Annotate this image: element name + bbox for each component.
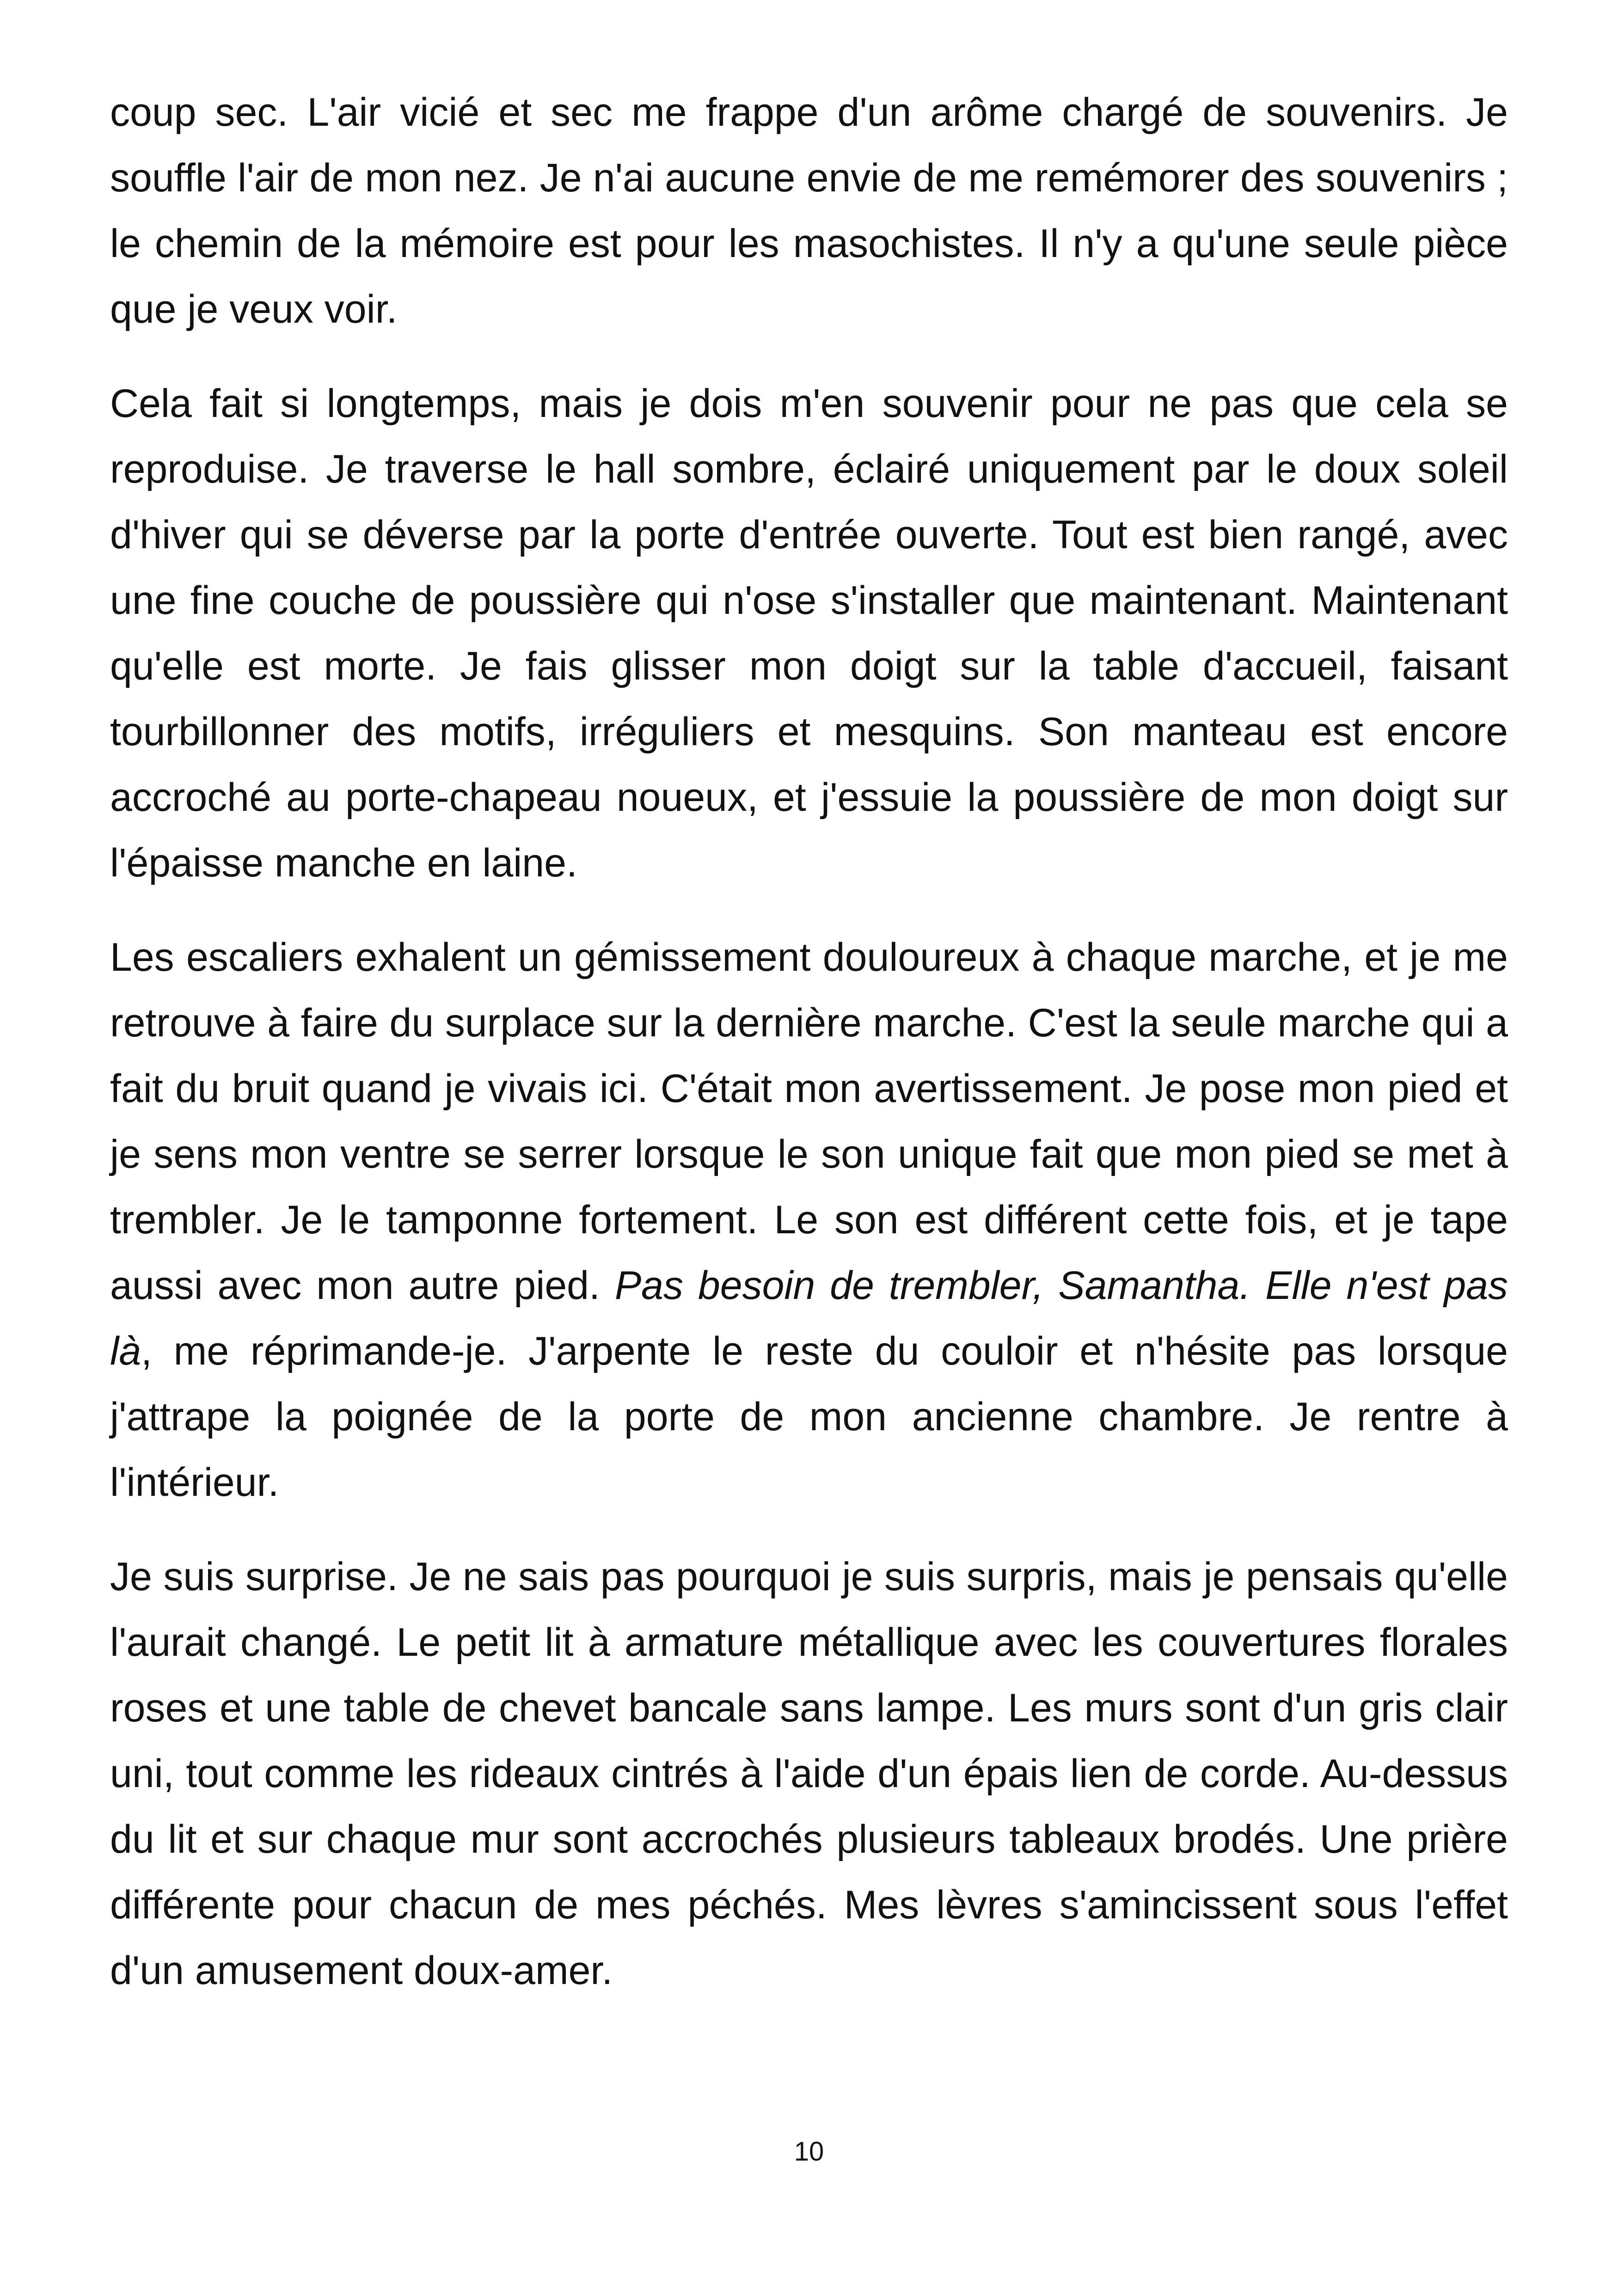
text-body	[110, 80, 1508, 2003]
paragraph-3-text-end: , me réprimande-je. J'arpente le reste du couloir et n'hésite pas lorsque j'attrape la poignée de la porte de mon ancienne chambre. Je rentre à l'intérieur.	[110, 1329, 1508, 1505]
paragraph-3-text-start: Les escaliers exhalent un gémissement douloureux à chaque marche, et je me retrouve à faire du surplace sur la dernière marche. C'est la seule marche qui a fait du bruit quand je vivais ici. C'était mon avertissement. Je pose mon pied et je sens mon ventre se serrer lorsque le son unique fait que mon pied se met à trembler. Je le tamponne fortement. Le son est différent cette fois, et je tape aussi avec mon autre pied.	[110, 935, 1508, 1308]
page-number: 10	[794, 2137, 824, 2167]
paragraph-2: Cela fait si longtemps, mais je dois m'en souvenir pour ne pas que cela se reproduise. Je traverse le hall sombre, éclairé uniquement par le doux soleil d'hiver qui se déverse par la porte d'entrée ouverte. Tout est bien rangé, avec une fine couche de poussière qui n'ose s'installer que maintenant. Maintenant qu'elle est morte. Je fais glisser mon doigt sur la table d'accueil, faisant tourbillonner des motifs, irréguliers et mesquins. Son manteau est encore accroché au porte-chapeau noueux, et j'essuie la poussière de mon doigt sur l'épaisse manche en laine.	[110, 381, 1508, 885]
paragraph-3	[110, 925, 1508, 1515]
paragraph-1: coup sec. L'air vicié et sec me frappe d'un arôme chargé de souvenirs. Je souffle l'air de mon nez. Je n'ai aucune envie de me remémorer des souvenirs ; le chemin de la mémoire est pour les masochistes. Il n'y a qu'une seule pièce que je veux voir.	[110, 90, 1508, 331]
paragraph-3-italic-thought: Pas besoin de trembler, Samantha. Elle n'est pas là	[110, 1263, 1508, 1373]
paragraph-4: Je suis surprise. Je ne sais pas pourquoi je suis surpris, mais je pensais qu'elle l'aurait changé. Le petit lit à armature métallique avec les couvertures florales roses et une table de chevet bancale sans lampe. Les murs sont d'un gris clair uni, tout comme les rideaux cintrés à l'aide d'un épais lien de corde. Au-dessus du lit et sur chaque mur sont accrochés plusieurs tableaux brodés. Une prière différente pour chacun de mes péchés. Mes lèvres s'amincissent sous l'effet d'un amusement doux-amer.	[110, 1555, 1508, 1993]
